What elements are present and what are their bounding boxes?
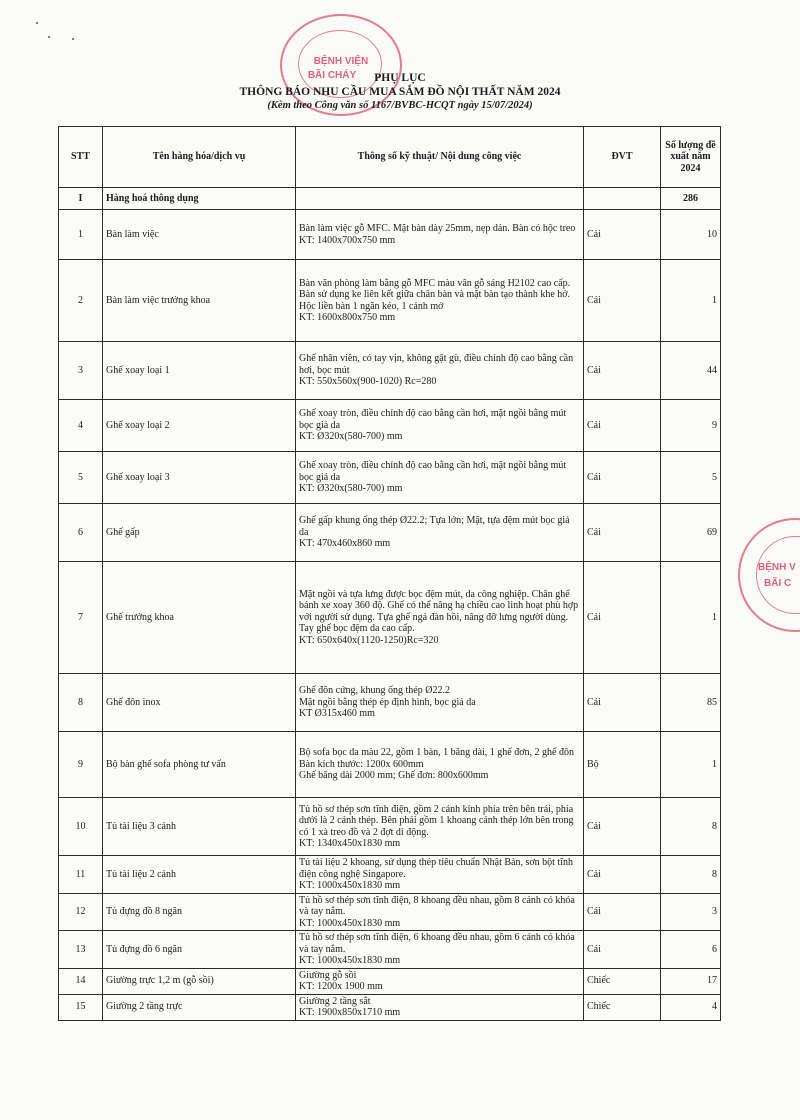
row-stt: 9	[59, 732, 103, 798]
row-qty: 6	[661, 931, 721, 969]
row-qty: 1	[661, 562, 721, 674]
appendix-title: PHỤ LỤC	[374, 72, 426, 84]
row-qty: 3	[661, 893, 721, 931]
row-name: Tủ đựng đồ 6 ngăn	[103, 931, 296, 969]
row-spec: Tủ hồ sơ thép sơn tĩnh điện, 6 khoang đều nhau, gồm 6 cánh có khóa và tay nắm. KT: 1000x450x1830 mm	[296, 931, 584, 969]
row-name: Ghế gấp	[103, 504, 296, 562]
row-unit: Cái	[584, 798, 661, 856]
row-stt: 1	[59, 210, 103, 260]
row-name: Bàn làm việc	[103, 210, 296, 260]
row-unit: Cái	[584, 342, 661, 400]
group-spec	[296, 188, 584, 210]
row-name: Ghế trưởng khoa	[103, 562, 296, 674]
procurement-table	[58, 126, 721, 1021]
row-spec: Ghế xoay tròn, điều chỉnh độ cao bằng cần hơi, mặt ngồi bằng mút bọc giả da KT: Ø320x(580-700) mm	[296, 452, 584, 504]
row-spec: Bàn văn phòng làm bằng gỗ MFC màu vân gỗ sáng H2102 cao cấp. Bàn sử dụng ke liên kết giữa chân bàn và mặt bàn tạo thành khe hở. Hộc liền bàn 1 ngăn kéo, 1 cánh mở KT: 1600x800x750 mm	[296, 260, 584, 342]
group-name: Hàng hoá thông dụng	[103, 188, 296, 210]
row-qty: 85	[661, 674, 721, 732]
table-row	[59, 210, 721, 260]
row-unit: Cái	[584, 674, 661, 732]
table-row	[59, 504, 721, 562]
table-row	[59, 856, 721, 894]
group-stt: I	[59, 188, 103, 210]
row-name: Tủ đựng đồ 8 ngăn	[103, 893, 296, 931]
row-stt: 12	[59, 893, 103, 931]
scan-speck	[72, 38, 74, 40]
scan-speck	[36, 22, 38, 24]
table-row	[59, 400, 721, 452]
table-row	[59, 342, 721, 400]
row-unit: Cái	[584, 452, 661, 504]
row-unit: Chiếc	[584, 994, 661, 1020]
row-stt: 3	[59, 342, 103, 400]
group-row	[59, 188, 721, 210]
row-unit: Cái	[584, 931, 661, 969]
row-spec: Tủ hồ sơ thép sơn tĩnh điện, gồm 2 cánh kính phía trên bên trái, phía dưới là 2 cánh thép. Bên phải gồm 1 khoang cánh thép lớn bên trong có 1 xà treo đồ và 2 đợt di động. KT: 1340x450x1830 mm	[296, 798, 584, 856]
reference-line: (Kèm theo Công văn số 1167/BVBC-HCQT ngày 15/07/2024)	[267, 100, 533, 111]
row-stt: 2	[59, 260, 103, 342]
header-spec: Thông số kỹ thuật/ Nội dung công việc	[296, 127, 584, 188]
row-name: Ghế xoay loại 1	[103, 342, 296, 400]
header-stt: STT	[59, 127, 103, 188]
row-qty: 8	[661, 856, 721, 894]
stamp-text-line2: BÃI CHÁY	[307, 70, 357, 81]
table-header-row	[59, 127, 721, 188]
table-row	[59, 968, 721, 994]
row-qty: 17	[661, 968, 721, 994]
notice-title: THÔNG BÁO NHU CẦU MUA SẮM ĐỒ NỘI THẤT NĂM 2024	[239, 86, 561, 98]
table-row	[59, 452, 721, 504]
row-name: Bộ bàn ghế sofa phòng tư vấn	[103, 732, 296, 798]
row-stt: 4	[59, 400, 103, 452]
row-unit: Cái	[584, 504, 661, 562]
row-spec: Bộ sofa bọc da màu 22, gồm 1 bàn, 1 băng dài, 1 ghế đơn, 2 ghế đôn Bàn kích thước: 1200x 600mm Ghế băng dài 2000 mm; Ghế đơn: 800x600mm	[296, 732, 584, 798]
group-unit	[584, 188, 661, 210]
header-name: Tên hàng hóa/dịch vụ	[103, 127, 296, 188]
row-qty: 4	[661, 994, 721, 1020]
table-row	[59, 732, 721, 798]
table-row	[59, 798, 721, 856]
row-name: Ghế đôn inox	[103, 674, 296, 732]
row-qty: 1	[661, 732, 721, 798]
row-qty: 1	[661, 260, 721, 342]
red-seal-stamp-right	[738, 518, 800, 632]
row-unit: Chiếc	[584, 968, 661, 994]
stamp-text-line1: BỆNH VIỆN	[313, 56, 369, 67]
table-row	[59, 562, 721, 674]
row-unit: Cái	[584, 856, 661, 894]
scan-speck	[48, 36, 50, 38]
header-qty: Số lượng đề xuất năm 2024	[661, 127, 721, 188]
row-qty: 10	[661, 210, 721, 260]
row-qty: 69	[661, 504, 721, 562]
row-stt: 14	[59, 968, 103, 994]
row-name: Tủ tài liệu 3 cánh	[103, 798, 296, 856]
row-spec: Giường 2 tầng sắt KT: 1900x850x1710 mm	[296, 994, 584, 1020]
row-unit: Cái	[584, 893, 661, 931]
row-qty: 8	[661, 798, 721, 856]
row-qty: 44	[661, 342, 721, 400]
row-stt: 13	[59, 931, 103, 969]
row-name: Giường 2 tầng trực	[103, 994, 296, 1020]
row-qty: 5	[661, 452, 721, 504]
row-spec: Giường gỗ sồi KT: 1200x 1900 mm	[296, 968, 584, 994]
row-stt: 10	[59, 798, 103, 856]
row-spec: Ghế xoay tròn, điều chỉnh độ cao bằng cần hơi, mặt ngồi bằng mút bọc giả da KT: Ø320x(580-700) mm	[296, 400, 584, 452]
row-unit: Cái	[584, 210, 661, 260]
row-unit: Bộ	[584, 732, 661, 798]
row-name: Giường trực 1,2 m (gỗ sồi)	[103, 968, 296, 994]
row-stt: 6	[59, 504, 103, 562]
stamp-text-line1: BỆNH V	[758, 562, 796, 573]
row-spec: Mặt ngồi và tựa lưng được bọc đệm mút, da công nghiệp. Chân ghế bánh xe xoay 360 độ. Ghế có thể nâng hạ chiều cao linh hoạt phù hợp với người sử dụng. Tựa ghế ngả đàn hồi, nâng đỡ lưng người dùng. Tay ghế bọc đệm da cao cấp. KT: 650x640x(1120-1250)Rc=320	[296, 562, 584, 674]
row-spec: Ghế gấp khung ống thép Ø22.2; Tựa lớn; Mặt, tựa đệm mút bọc giả da KT: 470x460x860 mm	[296, 504, 584, 562]
row-spec: Tủ hồ sơ thép sơn tĩnh điện, 8 khoang đều nhau, gồm 8 cánh có khóa và tay nắm. KT: 1000x450x1830 mm	[296, 893, 584, 931]
row-name: Ghế xoay loại 2	[103, 400, 296, 452]
table-row	[59, 931, 721, 969]
row-spec: Ghế nhân viên, có tay vịn, không gật gù, điều chỉnh độ cao bằng cần hơi, bọc mút KT: 550x560x(900-1020) Rc=280	[296, 342, 584, 400]
row-stt: 5	[59, 452, 103, 504]
row-name: Bàn làm việc trưởng khoa	[103, 260, 296, 342]
group-qty: 286	[661, 188, 721, 210]
row-name: Tủ tài liệu 2 cánh	[103, 856, 296, 894]
row-stt: 11	[59, 856, 103, 894]
row-stt: 15	[59, 994, 103, 1020]
header-unit: ĐVT	[584, 127, 661, 188]
table-row	[59, 994, 721, 1020]
document-header	[0, 72, 800, 113]
row-qty: 9	[661, 400, 721, 452]
table-row	[59, 260, 721, 342]
row-unit: Cái	[584, 260, 661, 342]
row-spec: Tủ tài liệu 2 khoang, sử dụng thép tiêu chuẩn Nhật Bản, sơn bột tĩnh điện công nghệ Singapore. KT: 1000x450x1830 mm	[296, 856, 584, 894]
row-unit: Cái	[584, 400, 661, 452]
table-row	[59, 893, 721, 931]
row-name: Ghế xoay loại 3	[103, 452, 296, 504]
row-stt: 8	[59, 674, 103, 732]
row-unit: Cái	[584, 562, 661, 674]
row-spec: Bàn làm việc gỗ MFC. Mặt bàn dày 25mm, nẹp dán. Bàn có hộc treo KT: 1400x700x750 mm	[296, 210, 584, 260]
row-stt: 7	[59, 562, 103, 674]
table-row	[59, 674, 721, 732]
row-spec: Ghế đôn cứng, khung ống thép Ø22.2 Mặt ngồi bằng thép ép định hình, bọc giả da KT Ø315x460 mm	[296, 674, 584, 732]
stamp-text-line2: BÃI C	[764, 578, 792, 589]
